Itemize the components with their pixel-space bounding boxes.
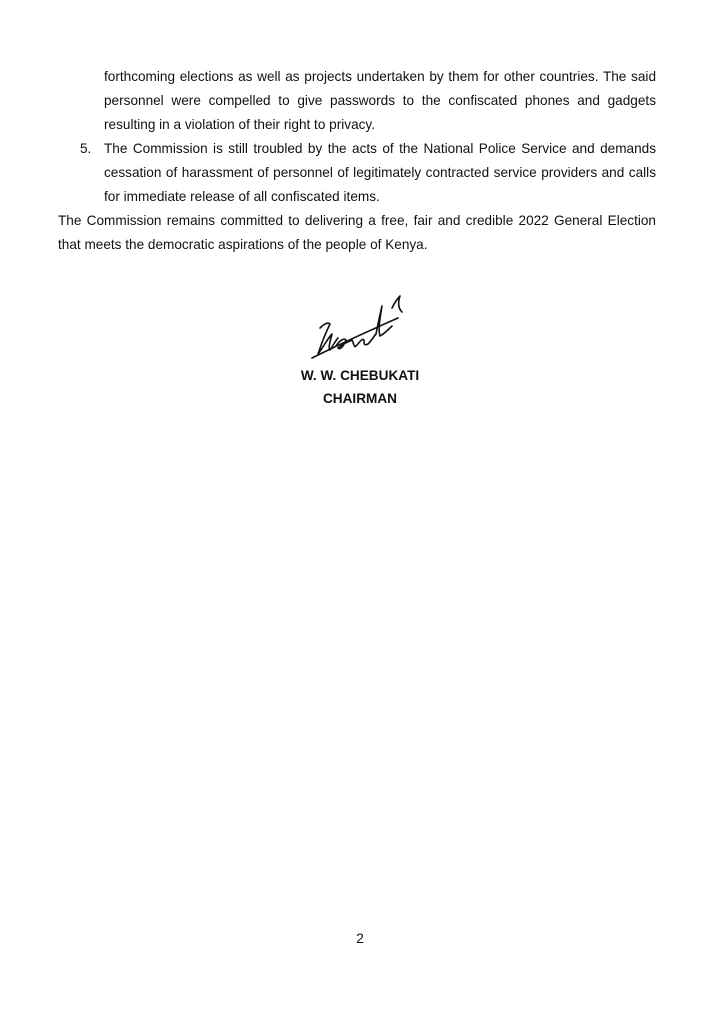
page-number: 2 — [356, 930, 364, 946]
signatory-title: CHAIRMAN — [322, 391, 397, 406]
signature-icon — [306, 288, 416, 366]
signatory-name: W. W. CHEBUKATI — [300, 368, 420, 383]
list-item-text: The Commission is still troubled by the acts of the National Police Service and demands cessation of harassment of personnel of legitimately contracted service providers and calls for immediate release of all confiscated items. — [104, 141, 656, 204]
list-item-number: 5. — [80, 141, 92, 156]
closing-paragraph: The Commission remains committed to delivering a free, fair and credible 2022 General Election that meets the democratic aspirations of the people of Kenya. — [58, 213, 656, 252]
continuation-paragraph: forthcoming elections as well as projects undertaken by them for other countries. The said personnel were compelled to give passwords to the confiscated phones and gadgets resulting in a violation of their right to privacy. — [104, 69, 656, 132]
